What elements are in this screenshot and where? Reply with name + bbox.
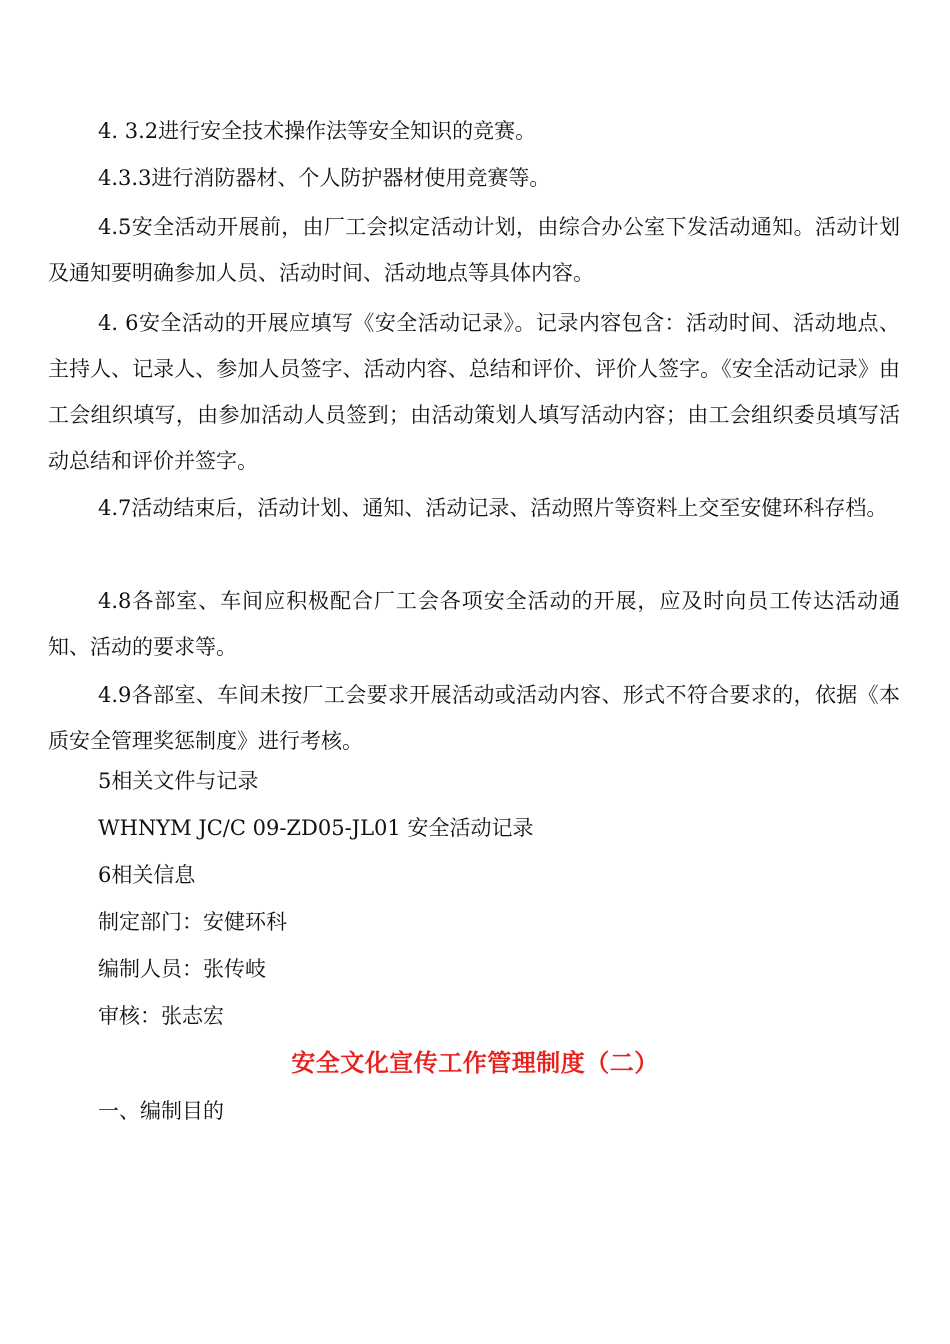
paragraph-4-3-3: 4.3.3进行消防器材、个人防护器材使用竞赛等。 [98, 166, 551, 190]
section-6-heading: 6相关信息 [98, 863, 196, 887]
section-5-heading: 5相关文件与记录 [98, 769, 259, 793]
next-section-heading: 一、编制目的 [98, 1099, 224, 1123]
paragraph-4-6: 4. 6安全活动的开展应填写《安全活动记录》。记录内容包含：活动时间、活动地点、主持人、记录人、参加人员签字、活动内容、总结和评价、评价人签字。《安全活动记录》由工会组织填写，由参加活动人员签到；由活动策划人填写活动内容；由工会组织委员填写活动总结和评价并签字。 [48, 311, 900, 473]
reviewer-line: 审核：张志宏 [98, 1004, 224, 1028]
next-document-title: 安全文化宣传工作管理制度（二） [291, 1048, 659, 1077]
section-5-record: WHNYM JC/C 09-ZD05-JL01 安全活动记录 [98, 816, 534, 840]
paragraph-4-9: 4.9各部室、车间未按厂工会要求开展活动或活动内容、形式不符合要求的，依据《本质安全管理奖惩制度》进行考核。 [48, 683, 900, 753]
paragraph-4-8: 4.8各部室、车间应积极配合厂工会各项安全活动的开展，应及时向员工传达活动通知、活动的要求等。 [48, 589, 900, 659]
paragraph-4-5: 4.5安全活动开展前，由厂工会拟定活动计划，由综合办公室下发活动通知。活动计划及通知要明确参加人员、活动时间、活动地点等具体内容。 [48, 215, 900, 285]
paragraph-4-7: 4.7活动结束后，活动计划、通知、活动记录、活动照片等资料上交至安健环科存档。 [98, 496, 888, 520]
dept-line: 制定部门：安健环科 [98, 910, 287, 934]
author-line: 编制人员：张传岐 [98, 957, 266, 981]
paragraph-4-3-2: 4. 3.2进行安全技术操作法等安全知识的竞赛。 [98, 119, 537, 143]
